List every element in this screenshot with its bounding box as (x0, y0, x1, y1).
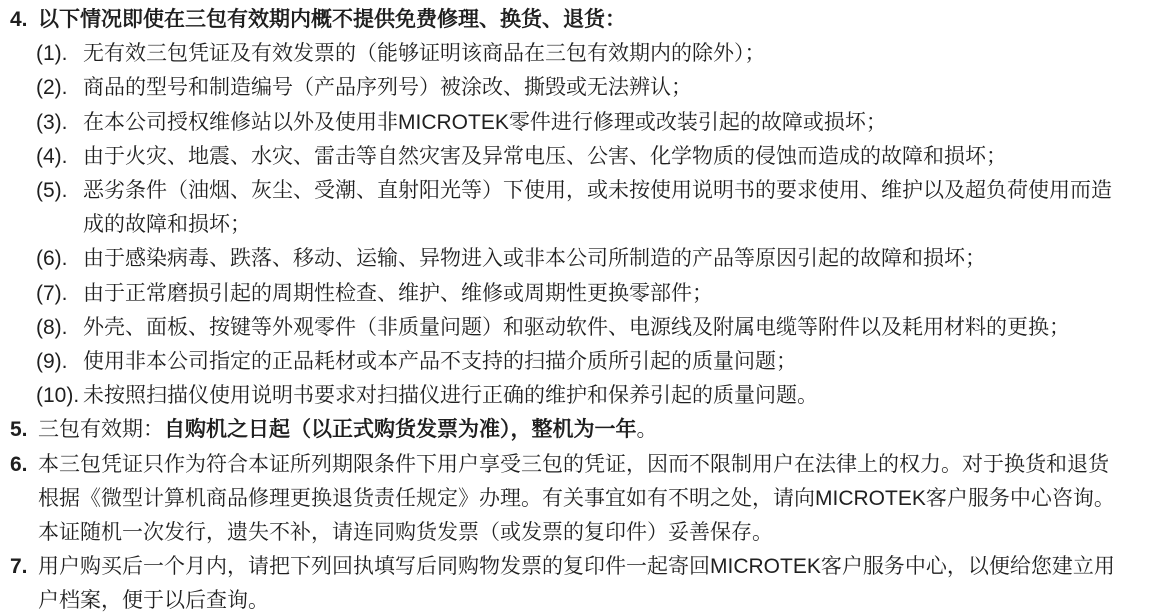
text-segment: 根据《微型计算机商品修理更换退货责任规定》办理。有关事宜如有不明之处，请向MICROTEK客户服务中心咨询。 (38, 486, 1115, 510)
text-segment: 三包有效期： (38, 418, 164, 442)
sub-list-item (36, 174, 1170, 242)
list-item (10, 550, 1170, 616)
text-segment: 未按照扫描仪使用说明书要求对扫描仪进行正确的维护和保养引起的质量问题。 (83, 384, 818, 408)
text-line (38, 516, 1170, 550)
text-segment: 使用非本公司指定的正品耗材或本产品不支持的扫描介质所引起的质量问题； (83, 350, 797, 374)
sub-item-list (36, 37, 1170, 413)
sub-list-item (36, 277, 1170, 311)
item-marker: (7). (36, 281, 68, 305)
sub-list-item (36, 71, 1170, 105)
item-marker: 4. (10, 8, 28, 31)
text-segment: 无有效三包凭证及有效发票的（能够证明该商品在三包有效期内的除外）； (83, 42, 766, 66)
text-line (83, 106, 1170, 140)
sub-list-item (36, 345, 1170, 379)
item-marker: 7. (10, 555, 28, 579)
item-marker: (3). (36, 110, 68, 134)
text-line (83, 242, 1170, 276)
sub-list-item (36, 140, 1170, 174)
text-segment: 本三包凭证只作为符合本证所列期限条件下用户享受三包的凭证，因而不限制用户在法律上的权力。对于换货和退货 (38, 452, 1109, 476)
item-marker: (4). (36, 144, 68, 168)
sub-list-item (36, 242, 1170, 276)
text-segment: 户档案，便于以后查询。 (38, 589, 269, 613)
item-text (38, 3, 1170, 37)
item-text (83, 71, 1170, 105)
text-line (83, 140, 1170, 174)
item-text (83, 106, 1170, 140)
item-text (83, 379, 1170, 413)
sub-list-item (36, 37, 1170, 71)
text-line (38, 413, 1170, 447)
text-line (83, 37, 1170, 71)
item-marker: (10). (36, 384, 80, 408)
text-line (83, 174, 1170, 208)
text-segment: 自购机之日起（以正式购货发票为准），整机为一年 (164, 418, 637, 442)
item-text (83, 345, 1170, 379)
text-segment: 本证随机一次发行，遗失不补，请连同购货发票（或发票的复印件）妥善保存。 (38, 521, 773, 545)
item-marker: (2). (36, 76, 68, 100)
item-marker: 6. (10, 452, 28, 476)
text-line (38, 550, 1170, 584)
text-segment: 。 (636, 418, 658, 442)
sub-list-item (36, 379, 1170, 413)
text-line (83, 311, 1170, 345)
text-line (83, 345, 1170, 379)
sub-list-item (36, 106, 1170, 140)
text-line (83, 71, 1170, 105)
item-text (38, 448, 1170, 551)
item-marker: (9). (36, 350, 68, 374)
item-text (38, 550, 1170, 616)
text-line (83, 277, 1170, 311)
text-line (38, 3, 1170, 37)
list-item (10, 3, 1170, 37)
item-marker: (6). (36, 247, 68, 271)
text-segment: 以下情况即使在三包有效期内概不提供免费修理、换货、退货： (38, 8, 626, 31)
sub-list-item (36, 311, 1170, 345)
text-segment: 恶劣条件（油烟、灰尘、受潮、直射阳光等）下使用，或未按使用说明书的要求使用、维护以及超负荷使用而造 (83, 179, 1112, 203)
text-segment: 由于正常磨损引起的周期性检查、维护、维修或周期性更换零部件； (83, 281, 713, 305)
item-text (83, 242, 1170, 276)
text-segment: 成的故障和损坏； (83, 213, 251, 237)
item-text (83, 174, 1170, 242)
text-segment: 用户购买后一个月内，请把下列回执填写后同购物发票的复印件一起寄回MICROTEK客户服务中心，以便给您建立用 (38, 555, 1115, 579)
text-segment: 在本公司授权维修站以外及使用非MICROTEK零件进行修理或改装引起的故障或损坏； (83, 110, 887, 134)
list-item (10, 448, 1170, 551)
item-marker: (1). (36, 42, 68, 66)
text-line (83, 379, 1170, 413)
item-text (83, 277, 1170, 311)
item-text (83, 311, 1170, 345)
text-segment: 外壳、面板、按键等外观零件（非质量问题）和驱动软件、电源线及附属电缆等附件以及耗用材料的更换； (83, 315, 1070, 339)
text-segment: 由于火灾、地震、水灾、雷击等自然灾害及异常电压、公害、化学物质的侵蚀而造成的故障和损坏； (83, 144, 1007, 168)
text-segment: 商品的型号和制造编号（产品序列号）被涂改、撕毁或无法辨认； (83, 76, 692, 100)
text-line (38, 448, 1170, 482)
item-marker: (8). (36, 315, 68, 339)
text-line (83, 208, 1170, 242)
item-text (83, 140, 1170, 174)
text-line (38, 482, 1170, 516)
item-marker: (5). (36, 179, 68, 203)
item-text (83, 37, 1170, 71)
text-line (38, 584, 1170, 616)
item-text (38, 413, 1170, 447)
text-segment: 由于感染病毒、跌落、移动、运输、异物进入或非本公司所制造的产品等原因引起的故障和损坏； (83, 247, 986, 271)
list-item (10, 413, 1170, 447)
item-marker: 5. (10, 418, 28, 442)
